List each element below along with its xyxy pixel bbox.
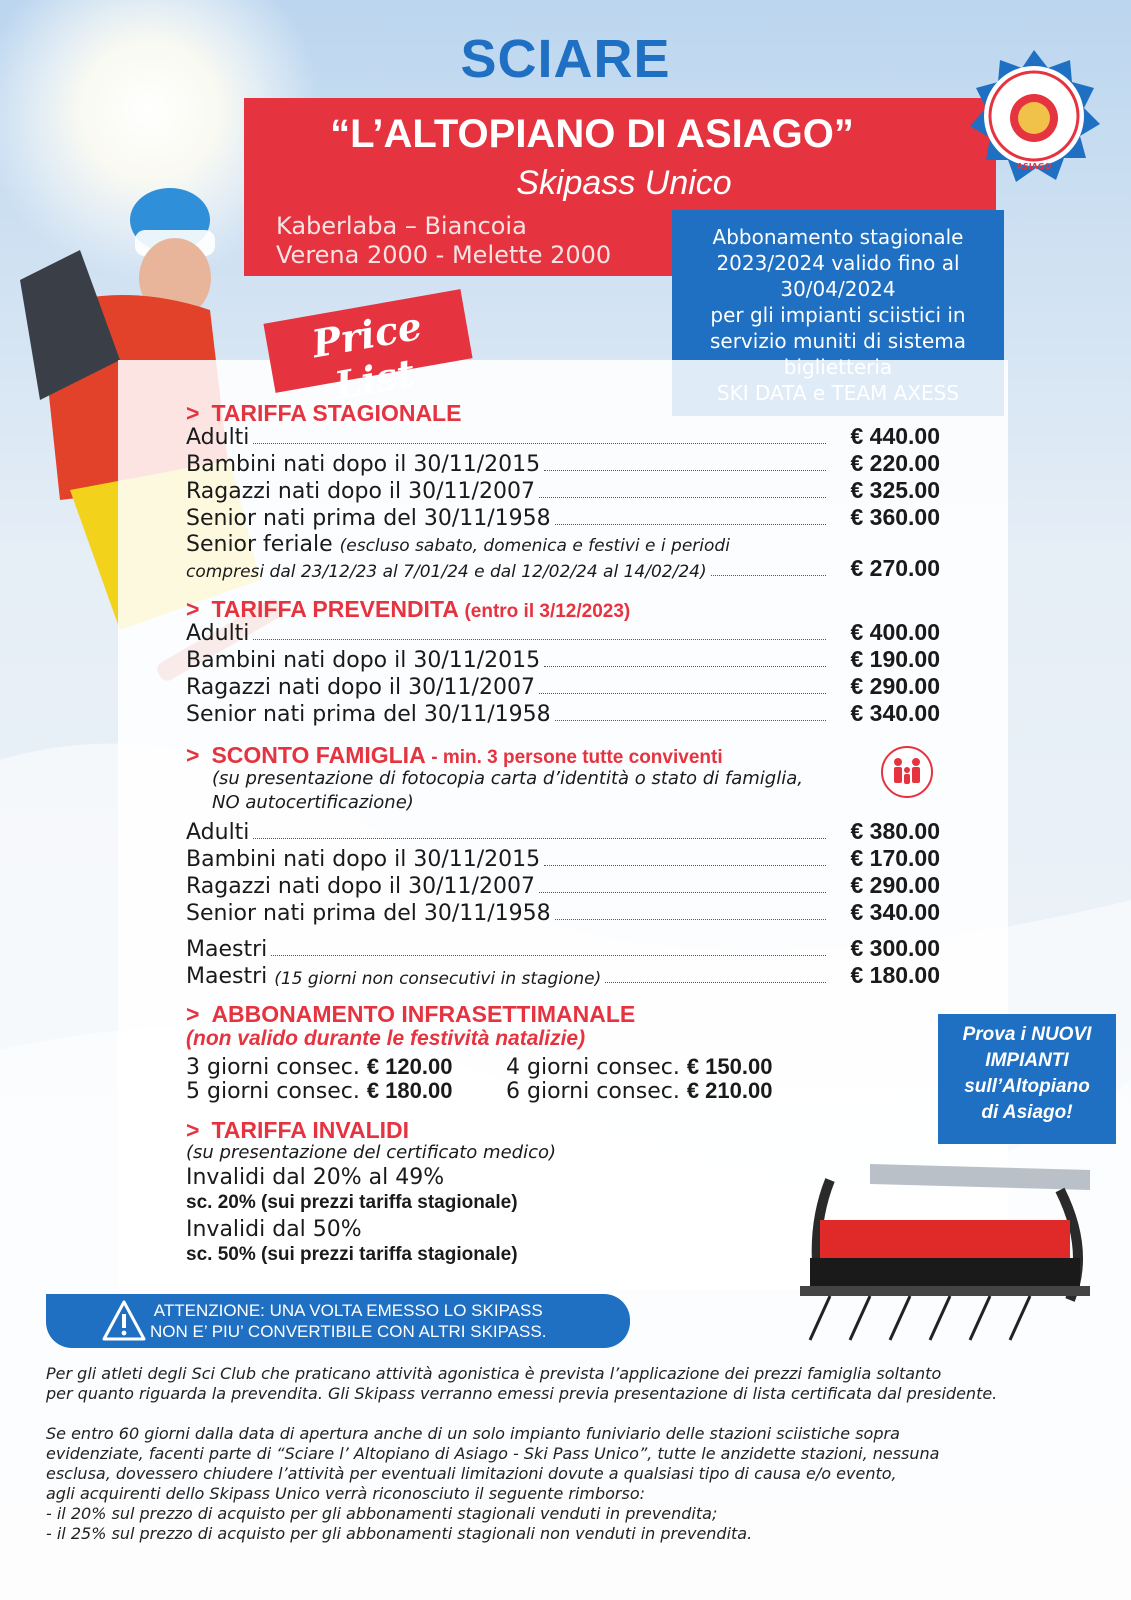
footer-line: Se entro 60 giorni dalla data di apertura anche di un solo impianto funiviario delle stazioni sciistiche sopra [46, 1424, 900, 1443]
chairlift-image [790, 1150, 1110, 1360]
promo-line: di Asiago! [981, 1102, 1073, 1123]
footer-line: - il 25% sul prezzo di acquisto per gli abbonamenti stagionali non venduti in prevendita. [46, 1524, 753, 1543]
row-price: € 180.00 [850, 962, 940, 988]
section-prevendita-heading: > TARIFFA PREVENDITA (entro il 3/12/2023) [186, 596, 631, 622]
price-row [186, 503, 940, 531]
warning-line: ATTENZIONE: UNA VOLTA EMESSO LO SKIPASS [153, 1301, 543, 1320]
price-row [186, 961, 940, 989]
price-row [186, 699, 940, 727]
infra-label: 4 giorni consec. [506, 1055, 680, 1080]
section-title: TARIFFA INVALIDI [211, 1117, 410, 1143]
row-price: € 170.00 [850, 845, 940, 871]
banner-subtitle: Skipass Unico [516, 164, 732, 202]
warning-icon [102, 1299, 146, 1343]
section-note: - min. 3 persone tutte conviventi [431, 747, 723, 768]
section-stagionale-heading: > TARIFFA STAGIONALE [186, 400, 462, 426]
infra-item [186, 1078, 452, 1104]
row-price: € 270.00 [850, 555, 940, 581]
footer-paragraph-1 [46, 1364, 997, 1404]
promo-line: sull’Altopiano [964, 1076, 1090, 1097]
season-line: Abbonamento stagionale [712, 225, 964, 249]
row-label: Ragazzi nati dopo il 30/11/2007 [186, 675, 535, 700]
infra-price: € 120.00 [366, 1054, 453, 1079]
logo-bottom-text: ASIAGO [1016, 162, 1052, 171]
season-line: 2023/2024 valido fino al [716, 251, 960, 275]
leader-dots [711, 575, 826, 576]
infra-price: € 210.00 [686, 1078, 773, 1103]
promo-line: IMPIANTI [985, 1050, 1069, 1071]
leader-dots [539, 693, 826, 694]
infra-label: 3 giorni consec. [186, 1055, 360, 1080]
row-label: Senior nati prima del 30/11/1958 [186, 506, 551, 531]
row-label: Senior nati prima del 30/11/1958 [186, 901, 551, 926]
price-row [186, 449, 940, 477]
warning-line: NON E’ PIU’ CONVERTIBILE CON ALTRI SKIPASS. [150, 1322, 547, 1341]
row-label: Senior nati prima del 30/11/1958 [186, 702, 551, 727]
footer-line: - il 20% sul prezzo di acquisto per gli abbonamenti stagionali venduti in prevendita; [46, 1504, 718, 1523]
feriale-note: (escluso sabato, domenica e festivi e i periodi [339, 536, 730, 556]
price-row [186, 645, 940, 673]
section-famiglia-heading: > SCONTO FAMIGLIA - min. 3 persone tutte conviventi [186, 742, 723, 768]
section-title: TARIFFA PREVENDITA [211, 596, 459, 622]
association-logo [964, 46, 1104, 186]
infra-item [506, 1054, 772, 1080]
leader-dots [253, 443, 826, 444]
family-icon [880, 745, 934, 799]
row-price: € 440.00 [850, 423, 940, 449]
infrasettimanale-note: (non valido durante le festività natalizie) [186, 1027, 586, 1050]
row-label: Bambini nati dopo il 30/11/2015 [186, 452, 541, 477]
invalidi-discount: sc. 20% (sui prezzi tariffa stagionale) [186, 1192, 518, 1213]
promo-box [938, 1014, 1116, 1144]
row-label: Maestri [186, 937, 268, 962]
price-row [186, 422, 940, 450]
leader-dots [539, 892, 826, 893]
footer-line: evidenziate, facenti parte di “Sciare l’ Altopiano di Asiago - Ski Pass Unico”, tutte le anzidette stazioni, nessuna [46, 1444, 940, 1463]
invalidi-note: (su presentazione del certificato medico) [186, 1142, 557, 1163]
section-infrasettimanale-heading: > ABBONAMENTO INFRASETTIMANALE [186, 1001, 636, 1027]
price-row [186, 672, 940, 700]
leader-dots [544, 470, 826, 471]
leader-dots [253, 639, 826, 640]
price-row [186, 844, 940, 872]
row-price: € 340.00 [850, 899, 940, 925]
leader-dots [253, 838, 826, 839]
infra-price: € 180.00 [366, 1078, 453, 1103]
leader-dots [555, 919, 826, 920]
price-row [186, 934, 940, 962]
infra-label: 5 giorni consec. [186, 1079, 360, 1104]
resort-list [276, 212, 611, 270]
infra-price: € 150.00 [686, 1054, 773, 1079]
price-row [186, 871, 940, 899]
famiglia-note: (su presentazione di fotocopia carta d’identità o stato di famiglia, [212, 768, 803, 789]
row-price: € 190.00 [850, 646, 940, 672]
row-label: Bambini nati dopo il 30/11/2015 [186, 847, 541, 872]
row-price: € 220.00 [850, 450, 940, 476]
price-row [186, 817, 940, 845]
warning-banner [46, 1294, 630, 1348]
row-price: € 325.00 [850, 477, 940, 503]
row-label: Bambini nati dopo il 30/11/2015 [186, 648, 541, 673]
banner-title: “L’ALTOPIANO DI ASIAGO” [330, 112, 854, 156]
warning-text [150, 1300, 546, 1342]
leader-dots [271, 955, 826, 956]
row-price: € 380.00 [850, 818, 940, 844]
page-title: SCIARE [460, 29, 671, 89]
price-list-label: Price List [308, 302, 426, 409]
price-row [186, 618, 940, 646]
price-row [186, 898, 940, 926]
promo-line: Prova i NUOVI [962, 1024, 1092, 1045]
leader-dots [555, 720, 826, 721]
feriale-note: compresi dal 23/12/23 al 7/01/24 e dal 12/02/24 al 14/02/24) [186, 562, 707, 582]
row-note: (15 giorni non consecutivi in stagione) [274, 969, 602, 989]
leader-dots [544, 666, 826, 667]
leader-dots [555, 524, 826, 525]
row-price: € 340.00 [850, 700, 940, 726]
footer-line: per quanto riguarda la prevendita. Gli Skipass verranno emessi previa presentazione di lista certificata dal presidente. [46, 1384, 998, 1403]
row-price: € 360.00 [850, 504, 940, 530]
famiglia-note: NO autocertificazione) [212, 792, 414, 813]
footer-line: esclusa, dovessero chiudere l’attività per eventuali limitazioni dovute a qualsiasi tipo di causa e/o evento, [46, 1464, 897, 1483]
infra-item [506, 1078, 772, 1104]
section-title: ABBONAMENTO INFRASETTIMANALE [211, 1001, 636, 1027]
price-row [186, 554, 940, 582]
row-label: Adulti [186, 820, 250, 845]
row-label: Maestri [186, 964, 268, 989]
row-label: Adulti [186, 621, 250, 646]
resort-line: Kaberlaba – Biancoia [276, 212, 527, 240]
leader-dots [605, 982, 826, 983]
section-note: (entro il 3/12/2023) [464, 601, 631, 622]
footer-line: agli acquirenti dello Skipass Unico verrà riconosciuto il seguente rimborso: [46, 1484, 646, 1503]
resort-line: Verena 2000 - Melette 2000 [276, 241, 612, 269]
leader-dots [539, 497, 826, 498]
season-line: 30/04/2024 [780, 277, 896, 301]
row-label: Ragazzi nati dopo il 30/11/2007 [186, 874, 535, 899]
invalidi-line: Invalidi dal 50% [186, 1217, 362, 1242]
season-line: per gli impianti sciistici in [710, 303, 966, 327]
infra-label: 6 giorni consec. [506, 1079, 680, 1104]
section-invalidi-heading: > TARIFFA INVALIDI [186, 1117, 410, 1143]
row-price: € 400.00 [850, 619, 940, 645]
invalidi-discount: sc. 50% (sui prezzi tariffa stagionale) [186, 1244, 518, 1265]
season-line: servizio muniti di sistema [709, 329, 967, 353]
row-label: Ragazzi nati dopo il 30/11/2007 [186, 479, 535, 504]
footer-paragraph-2 [46, 1424, 939, 1544]
invalidi-line: Invalidi dal 20% al 49% [186, 1165, 445, 1190]
section-title: TARIFFA STAGIONALE [211, 400, 462, 426]
row-label: Adulti [186, 425, 250, 450]
row-price: € 290.00 [850, 872, 940, 898]
row-price: € 290.00 [850, 673, 940, 699]
infra-item [186, 1054, 452, 1080]
leader-dots [544, 865, 826, 866]
feriale-label: Senior feriale [186, 532, 333, 557]
price-row [186, 476, 940, 504]
footer-line: Per gli atleti degli Sci Club che praticano attività agonistica è prevista l’applicazione dei prezzi famiglia soltanto [46, 1364, 942, 1383]
row-price: € 300.00 [850, 935, 940, 961]
section-title: SCONTO FAMIGLIA [211, 742, 425, 768]
